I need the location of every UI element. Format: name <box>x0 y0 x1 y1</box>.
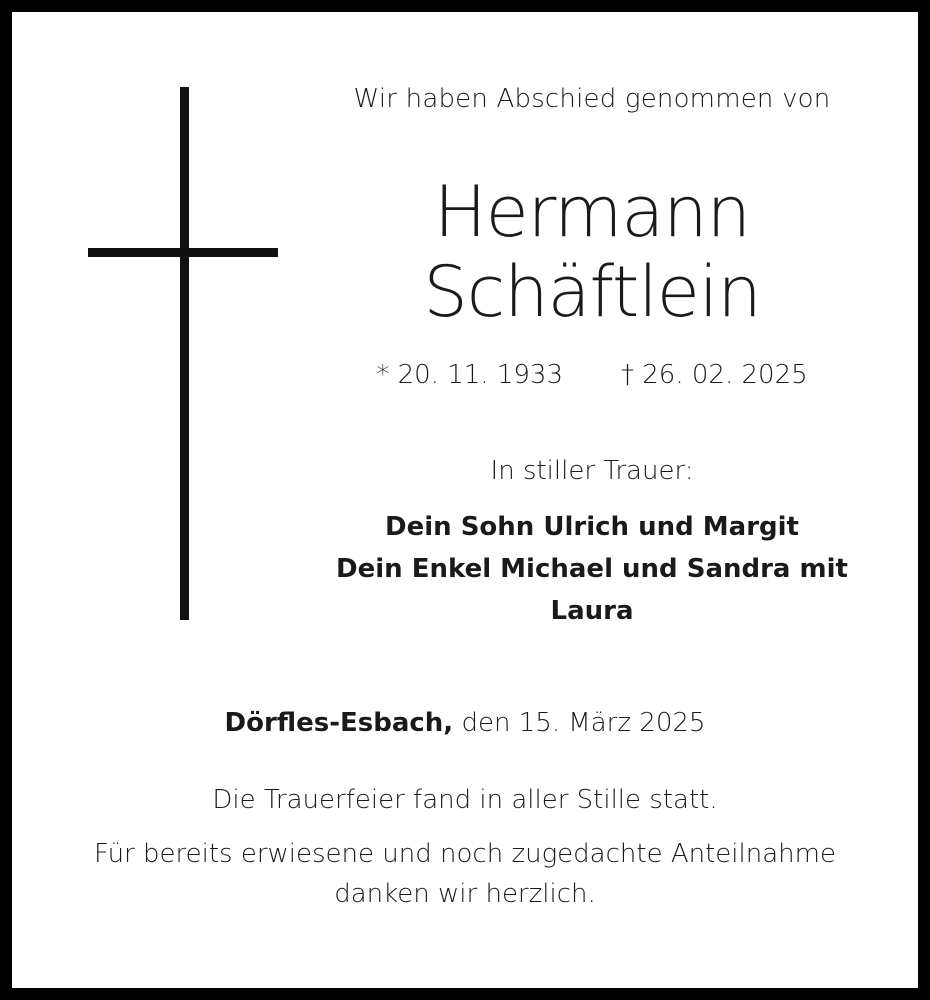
thanks-text <box>12 834 918 914</box>
deceased-name <box>297 172 887 332</box>
mourner-line: Dein Enkel Michael und Sandra mit <box>336 554 848 584</box>
birth-date: * 20. 11. 1933 <box>376 360 563 390</box>
place-date-line <box>12 708 918 738</box>
last-name: Schäftlein <box>423 251 761 333</box>
service-note: Die Trauerfeier fand in aller Stille statt. <box>212 785 718 815</box>
obituary-card <box>12 12 918 988</box>
thanks-line: Für bereits erwiesene und noch zugedachte Anteilnahme <box>94 839 836 869</box>
cross-icon-vertical-bar <box>180 87 189 620</box>
notice-date: den 15. März 2025 <box>453 708 706 738</box>
mourner-line: Dein Sohn Ulrich und Margit <box>385 512 799 542</box>
mourner-line: Laura <box>550 596 634 626</box>
life-dates <box>297 360 887 390</box>
mourners-list <box>297 506 887 632</box>
thanks-line: danken wir herzlich. <box>334 879 596 909</box>
death-date: † 26. 02. 2025 <box>621 360 808 390</box>
place: Dörfles-Esbach, <box>224 708 454 738</box>
intro-text: Wir haben Abschied genommen von <box>353 84 831 114</box>
cross-icon-horizontal-bar <box>88 248 278 257</box>
first-name: Hermann <box>433 171 751 253</box>
mourning-label: In stiller Trauer: <box>490 456 694 486</box>
